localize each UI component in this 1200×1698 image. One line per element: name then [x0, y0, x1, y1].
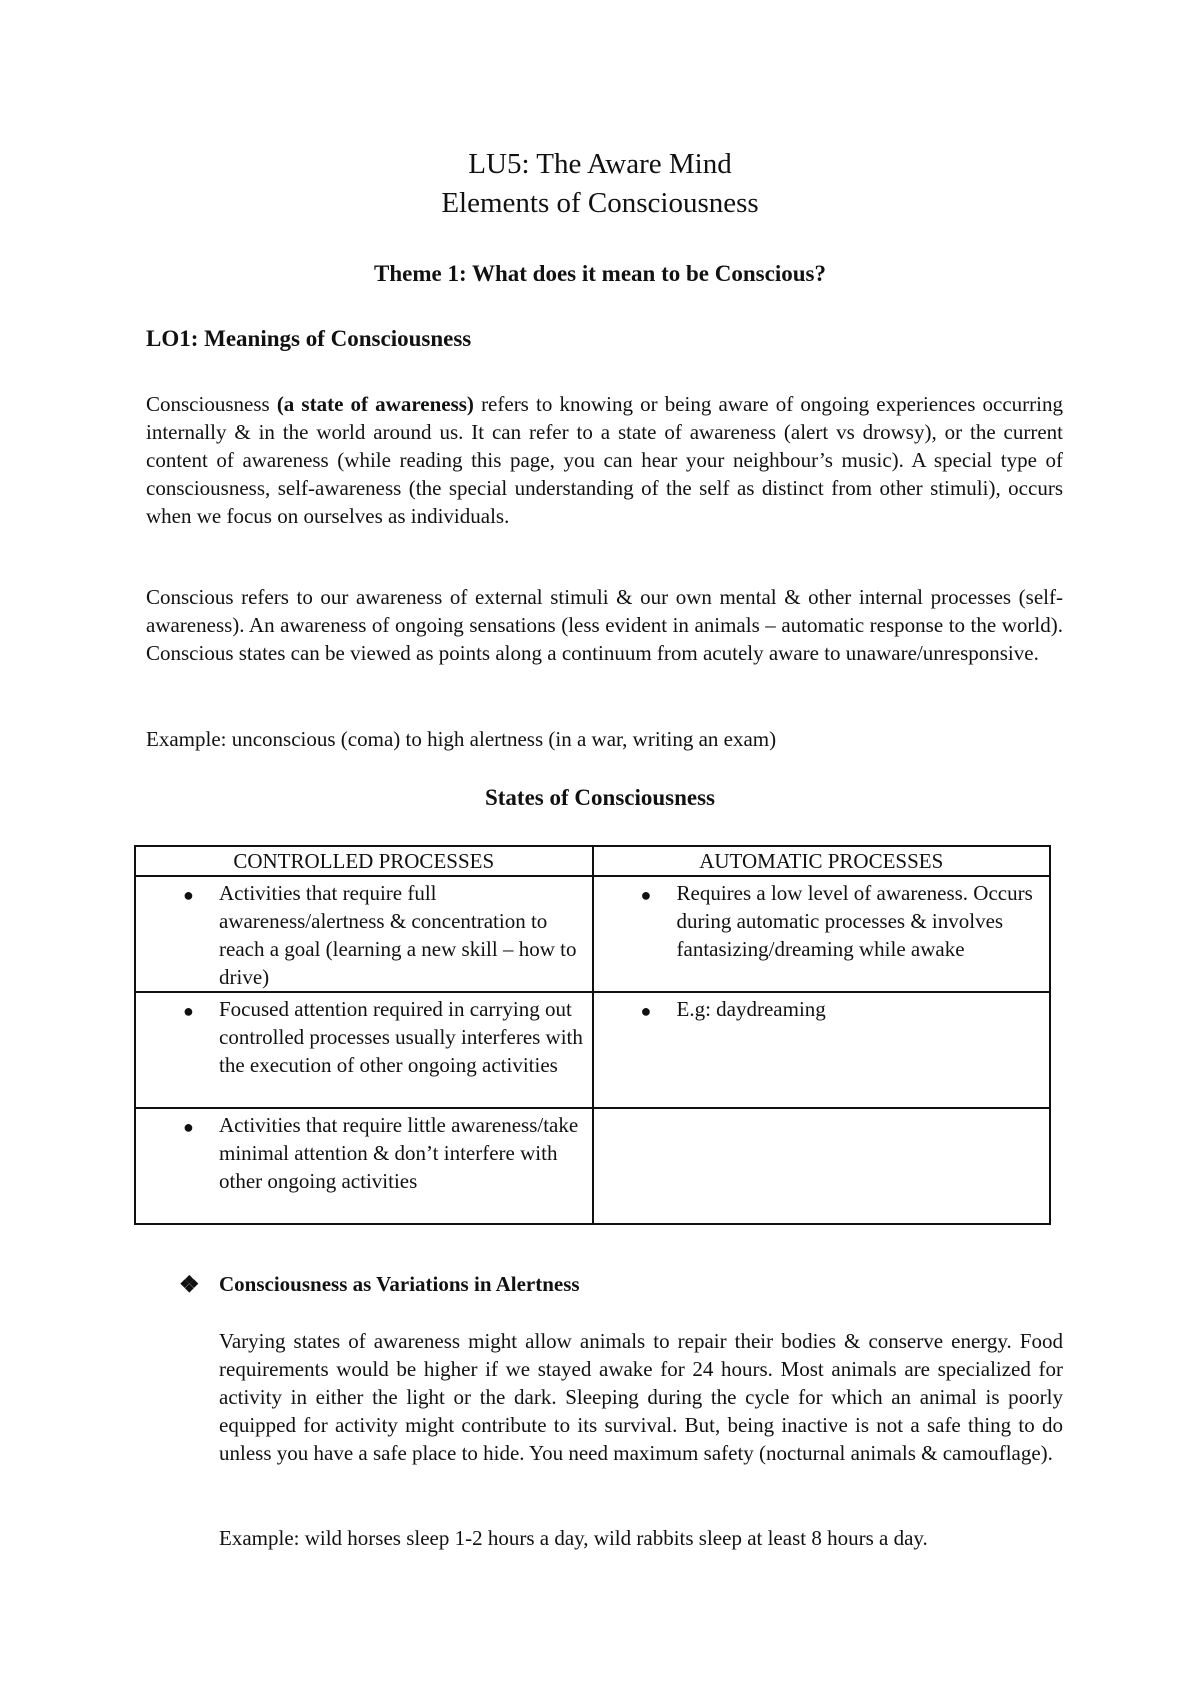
bullet-icon: ●	[183, 885, 194, 905]
paragraph-meaning-start: Consciousness	[146, 392, 277, 416]
paragraph-meaning-rest: refers to knowing or being aware of ongoing experiences occurring internally & in the world around us. It can refer to a state of awareness (alert vs drowsy), or the current content of awareness (while reading this page, you can hear your neighbour’s music). A special type of consciousness, self-awareness (the special understanding of the self as distinct from other stimuli), occurs when we focus on ourselves as individuals.	[146, 392, 1064, 528]
cell-text: Activities that require full awareness/alertness & concentration to reach a goal (learning a new skill – how to drive)	[219, 881, 577, 989]
table-header-automatic: AUTOMATIC PROCESSES	[593, 846, 1051, 876]
table-row	[135, 992, 1050, 1108]
table-cell	[593, 992, 1051, 1108]
bullet-icon: ●	[183, 1001, 194, 1021]
cell-text: E.g: daydreaming	[676, 997, 826, 1021]
paragraph-example: Example: unconscious (coma) to high alertness (in a war, writing an exam)	[146, 727, 777, 751]
diamond-bullet-icon: ❖	[179, 1272, 200, 1297]
section-title: Consciousness as Variations in Alertness	[219, 1272, 580, 1296]
states-heading: States of Consciousness	[484, 785, 716, 810]
document-title: LU5: The Aware Mind	[468, 148, 732, 180]
cell-text: Requires a low level of awareness. Occurs during automatic processes & involves fantasizing/dreaming while awake	[676, 881, 1033, 961]
cell-text: Activities that require little awareness/take minimal attention & don’t interfere with other ongoing activities	[219, 1113, 579, 1193]
table-header-controlled: CONTROLLED PROCESSES	[135, 846, 593, 876]
table-cell	[593, 876, 1051, 992]
paragraph-meaning	[146, 390, 1063, 530]
table-cell	[135, 876, 593, 992]
bullet-icon: ●	[640, 1001, 652, 1021]
bullet-icon: ●	[183, 1117, 194, 1137]
cell-text: Focused attention required in carrying out controlled processes usually interferes with the execution of other ongoing activities	[219, 997, 583, 1077]
table-row	[135, 1108, 1050, 1224]
table-cell	[135, 1108, 593, 1224]
learning-outcome-heading: LO1: Meanings of Consciousness	[146, 326, 472, 351]
table-header-row	[135, 846, 1050, 876]
table-cell	[135, 992, 593, 1108]
paragraph-meaning-bold: (a state of awareness)	[276, 392, 474, 416]
states-table	[134, 845, 1051, 1225]
table-row	[135, 876, 1050, 992]
table-cell-empty	[593, 1108, 1051, 1224]
paragraph-example-animals: Example: wild horses sleep 1-2 hours a day, wild rabbits sleep at least 8 hours a day.	[219, 1526, 928, 1550]
bullet-icon: ●	[640, 885, 652, 905]
paragraph-conscious: Conscious refers to our awareness of external stimuli & our own mental & other internal processes (self-awareness). An awareness of ongoing sensations (less evident in animals – automatic response to the world). Conscious states can be viewed as points along a continuum from acutely aware to unaware/unresponsive.	[146, 585, 1063, 665]
theme-heading: Theme 1: What does it mean to be Conscious?	[374, 261, 826, 286]
paragraph-alertness: Varying states of awareness might allow animals to repair their bodies & conserve energy. Food requirements would be higher if we stayed awake for 24 hours. Most animals are specialized for activity in either the light or the dark. Sleeping during the cycle for which an animal is poorly equipped for activity might contribute to its survival. But, being inactive is not a safe thing to do unless you have a safe place to hide. You need maximum safety (nocturnal animals & camouflage).	[219, 1329, 1063, 1465]
document-subtitle: Elements of Consciousness	[441, 187, 759, 219]
